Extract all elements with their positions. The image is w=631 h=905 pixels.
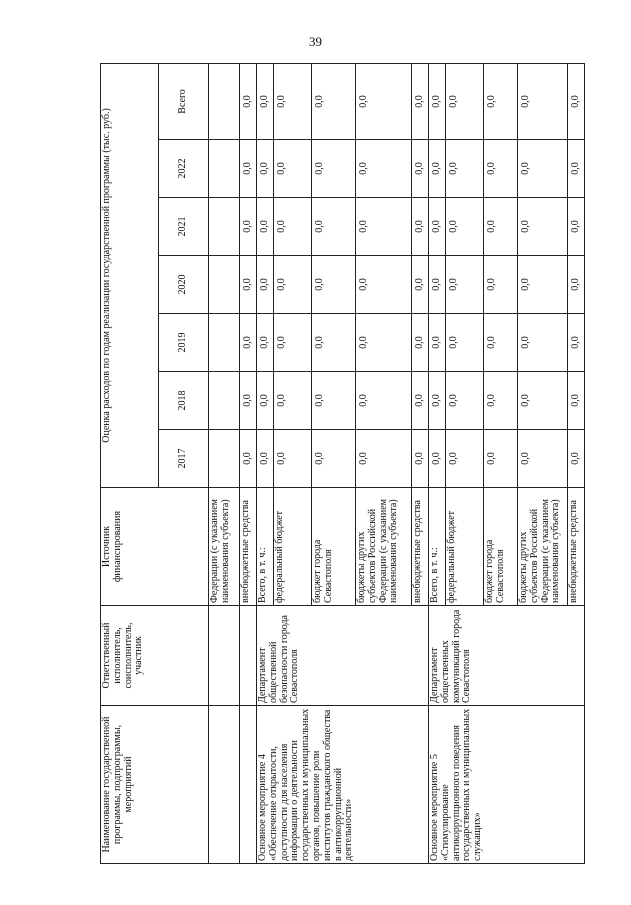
value-cell	[209, 430, 240, 488]
value-cell: 0,0	[356, 314, 412, 372]
value-cell: 0,0	[568, 198, 585, 256]
value-cell: 0,0	[312, 140, 356, 198]
value-cell: 0,0	[240, 372, 257, 430]
header-name: Наименование государственной программы, подпрограммы, мероприятий	[101, 706, 209, 864]
value-cell: 0,0	[518, 256, 568, 314]
value-cell: 0,0	[274, 372, 312, 430]
value-cell: 0,0	[412, 314, 429, 372]
measure-4-responsible: Департамент общественной безопасности города Севастополя	[257, 606, 429, 706]
value-cell: 0,0	[240, 140, 257, 198]
budget-table	[100, 63, 585, 864]
value-cell: 0,0	[484, 198, 518, 256]
value-cell	[209, 256, 240, 314]
value-cell: 0,0	[429, 372, 446, 430]
value-cell	[209, 63, 240, 139]
value-cell: 0,0	[257, 63, 274, 139]
value-cell: 0,0	[484, 372, 518, 430]
value-cell: 0,0	[429, 140, 446, 198]
value-cell: 0,0	[257, 140, 274, 198]
header-total: Всего	[159, 63, 209, 139]
responsible-cell	[240, 606, 257, 706]
page-number: 39	[309, 34, 322, 49]
source-cell: бюджет города Севастополя	[312, 488, 356, 606]
value-cell: 0,0	[412, 140, 429, 198]
value-cell: 0,0	[429, 63, 446, 139]
value-cell: 0,0	[446, 314, 484, 372]
value-cell: 0,0	[274, 314, 312, 372]
header-year: 2022	[159, 140, 209, 198]
value-cell	[209, 372, 240, 430]
value-cell: 0,0	[446, 140, 484, 198]
name-cell	[209, 706, 240, 864]
value-cell: 0,0	[518, 314, 568, 372]
value-cell: 0,0	[356, 430, 412, 488]
value-cell: 0,0	[518, 140, 568, 198]
value-cell: 0,0	[484, 140, 518, 198]
value-cell: 0,0	[568, 140, 585, 198]
value-cell: 0,0	[412, 372, 429, 430]
header-year: 2017	[159, 430, 209, 488]
header-year: 2021	[159, 198, 209, 256]
source-cell: Всего, в т. ч.:	[257, 488, 274, 606]
value-cell: 0,0	[312, 256, 356, 314]
value-cell: 0,0	[274, 140, 312, 198]
source-cell: бюджет города Севастополя	[484, 488, 518, 606]
value-cell: 0,0	[356, 198, 412, 256]
header-responsible: Ответственный исполнитель, соисполнитель, участник	[101, 606, 209, 706]
value-cell: 0,0	[568, 256, 585, 314]
value-cell: 0,0	[312, 198, 356, 256]
value-cell: 0,0	[257, 430, 274, 488]
header-year: 2018	[159, 372, 209, 430]
value-cell: 0,0	[412, 63, 429, 139]
value-cell: 0,0	[429, 430, 446, 488]
value-cell: 0,0	[356, 63, 412, 139]
source-cell: Федерации (с указанием наименования субъекта)	[209, 488, 240, 606]
header-estimate: Оценка расходов по годам реализации государственной программы (тыс. руб.)	[101, 63, 159, 487]
header-year: 2019	[159, 314, 209, 372]
rotated-table-area	[100, 64, 581, 864]
value-cell: 0,0	[274, 430, 312, 488]
value-cell	[209, 140, 240, 198]
value-cell: 0,0	[412, 198, 429, 256]
value-cell: 0,0	[257, 256, 274, 314]
value-cell	[209, 198, 240, 256]
table-row	[209, 63, 240, 863]
value-cell: 0,0	[568, 63, 585, 139]
value-cell: 0,0	[518, 63, 568, 139]
value-cell: 0,0	[429, 256, 446, 314]
measure-4-name: Основное мероприятие 4 «Обеспечение открытости, доступности для населения информации о деятельности государственных и муниципальных органов, повышение роли институтов гражданского общества в антикоррупционной деятельности»	[257, 706, 429, 864]
value-cell: 0,0	[356, 256, 412, 314]
value-cell: 0,0	[518, 198, 568, 256]
table-row	[429, 63, 446, 863]
source-cell: бюджеты других субъектов Российской Федерации (с указанием наименования субъекта)	[356, 488, 412, 606]
value-cell: 0,0	[446, 256, 484, 314]
value-cell: 0,0	[412, 430, 429, 488]
value-cell: 0,0	[312, 63, 356, 139]
value-cell: 0,0	[412, 256, 429, 314]
value-cell: 0,0	[356, 372, 412, 430]
value-cell: 0,0	[568, 372, 585, 430]
responsible-cell	[209, 606, 240, 706]
value-cell: 0,0	[484, 256, 518, 314]
value-cell: 0,0	[240, 430, 257, 488]
header-year: 2020	[159, 256, 209, 314]
source-cell: федеральный бюджет	[274, 488, 312, 606]
value-cell: 0,0	[312, 372, 356, 430]
value-cell: 0,0	[429, 198, 446, 256]
value-cell: 0,0	[257, 198, 274, 256]
source-cell: бюджеты других субъектов Российской Федерации (с указанием наименования субъекта)	[518, 488, 568, 606]
value-cell: 0,0	[257, 314, 274, 372]
value-cell: 0,0	[429, 314, 446, 372]
source-cell: внебюджетные средства	[412, 488, 429, 606]
value-cell: 0,0	[274, 256, 312, 314]
value-cell: 0,0	[312, 314, 356, 372]
value-cell: 0,0	[257, 372, 274, 430]
value-cell: 0,0	[274, 198, 312, 256]
header-source: Источник финансирования	[101, 488, 209, 606]
value-cell: 0,0	[446, 372, 484, 430]
source-cell: федеральный бюджет	[446, 488, 484, 606]
value-cell	[209, 314, 240, 372]
value-cell: 0,0	[518, 430, 568, 488]
value-cell: 0,0	[240, 314, 257, 372]
value-cell: 0,0	[446, 63, 484, 139]
value-cell: 0,0	[446, 198, 484, 256]
value-cell: 0,0	[356, 140, 412, 198]
value-cell: 0,0	[484, 430, 518, 488]
value-cell: 0,0	[274, 63, 312, 139]
table-row	[240, 63, 257, 863]
table-row	[257, 63, 274, 863]
measure-5-name: Основное мероприятие 5 «Стимулирование антикоррупционного поведения государственных и муниципальных служащих»	[429, 706, 585, 864]
value-cell: 0,0	[240, 256, 257, 314]
name-cell	[240, 706, 257, 864]
value-cell: 0,0	[518, 372, 568, 430]
value-cell: 0,0	[568, 314, 585, 372]
value-cell: 0,0	[312, 430, 356, 488]
measure-5-responsible: Департамент общественных коммуникаций города Севастополя	[429, 606, 585, 706]
source-cell: внебюджетные средства	[568, 488, 585, 606]
source-cell: внебюджетные средства	[240, 488, 257, 606]
value-cell: 0,0	[568, 430, 585, 488]
budget-table-container	[100, 64, 581, 864]
value-cell: 0,0	[446, 430, 484, 488]
value-cell: 0,0	[240, 63, 257, 139]
source-cell: Всего, в т. ч.:	[429, 488, 446, 606]
value-cell: 0,0	[484, 63, 518, 139]
value-cell: 0,0	[240, 198, 257, 256]
value-cell: 0,0	[484, 314, 518, 372]
